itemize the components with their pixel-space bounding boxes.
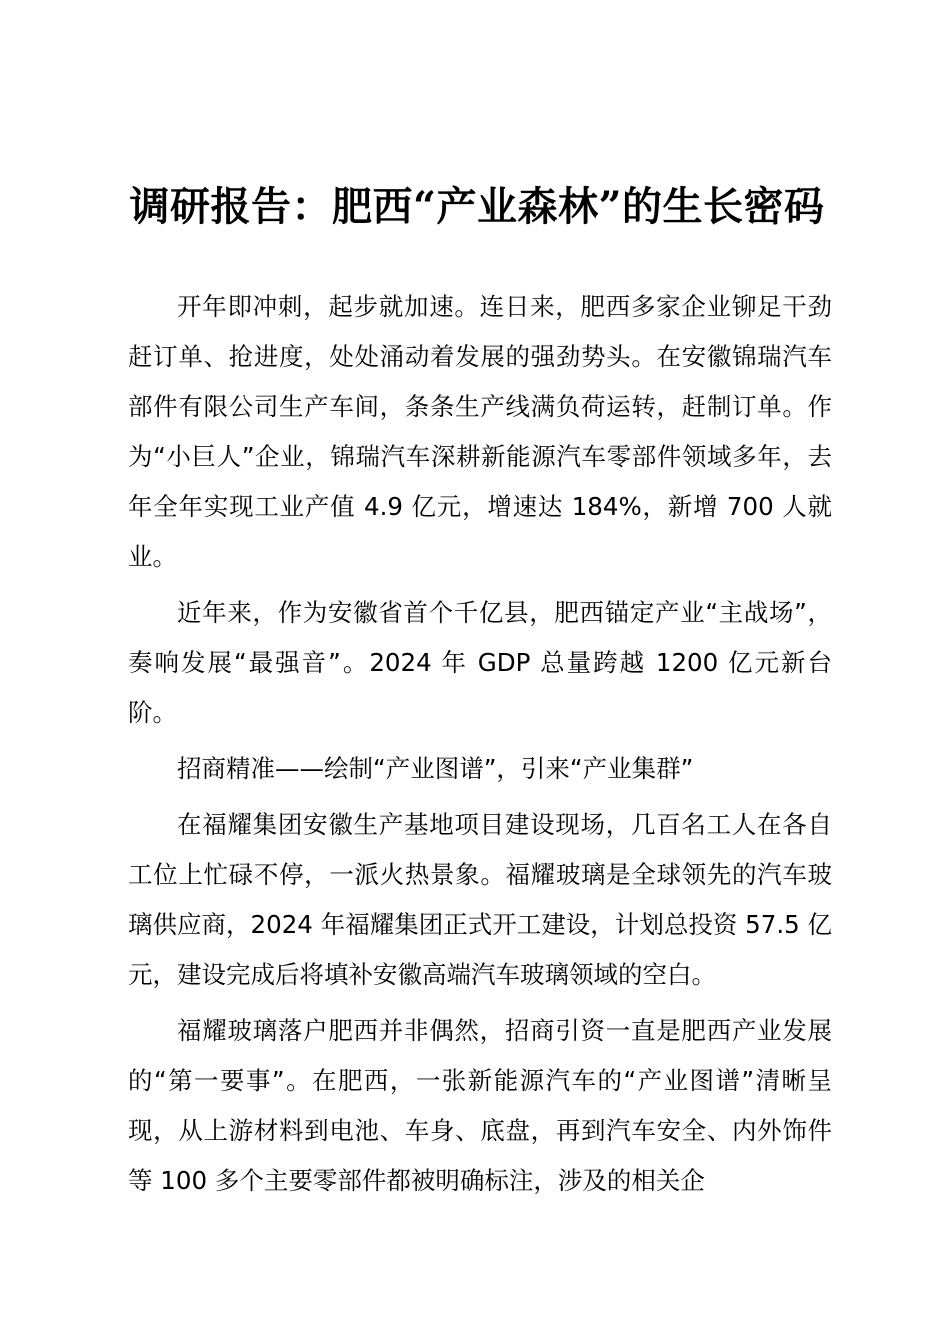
- document-title: 调研报告：肥西“产业森林”的生长密码: [129, 183, 825, 230]
- paragraph-1: 开年即冲刺，起步就加速。连日来，肥西多家企业铆足干劲赶订单、抢进度，处处涌动着发展的强劲势头。在安徽锦瑞汽车部件有限公司生产车间，条条生产线满负荷运转，赶制订单。作为“小巨人”企业，锦瑞汽车深耕新能源汽车零部件领域多年，去年全年实现工业产值 4.9 亿元，增速达 184%，新增 700 人就业。: [128, 292, 832, 571]
- paragraph-4: 福耀玻璃落户肥西并非偶然，招商引资一直是肥西产业发展的“第一要事”。在肥西，一张新能源汽车的“产业图谱”清晰呈现，从上游材料到电池、车身、底盘，再到汽车安全、内外饰件等 100 多个主要零部件都被明确标注，涉及的相关企: [128, 1016, 832, 1195]
- paragraph-2: 近年来，作为安徽省首个千亿县，肥西锚定产业“主战场”，奏响发展“最强音”。2024 年 GDP 总量跨越 1200 亿元新台阶。: [128, 598, 832, 727]
- section-heading: 招商精准——绘制“产业图谱”，引来“产业集群”: [177, 754, 694, 783]
- paragraph-3: 在福耀集团安徽生产基地项目建设现场，几百名工人在各自工位上忙碌不停，一派火热景象。福耀玻璃是全球领先的汽车玻璃供应商，2024 年福耀集团正式开工建设，计划总投资 57.5 亿元，建设完成后将填补安徽高端汽车玻璃领域的空白。: [128, 810, 832, 989]
- document-body: [128, 282, 832, 1212]
